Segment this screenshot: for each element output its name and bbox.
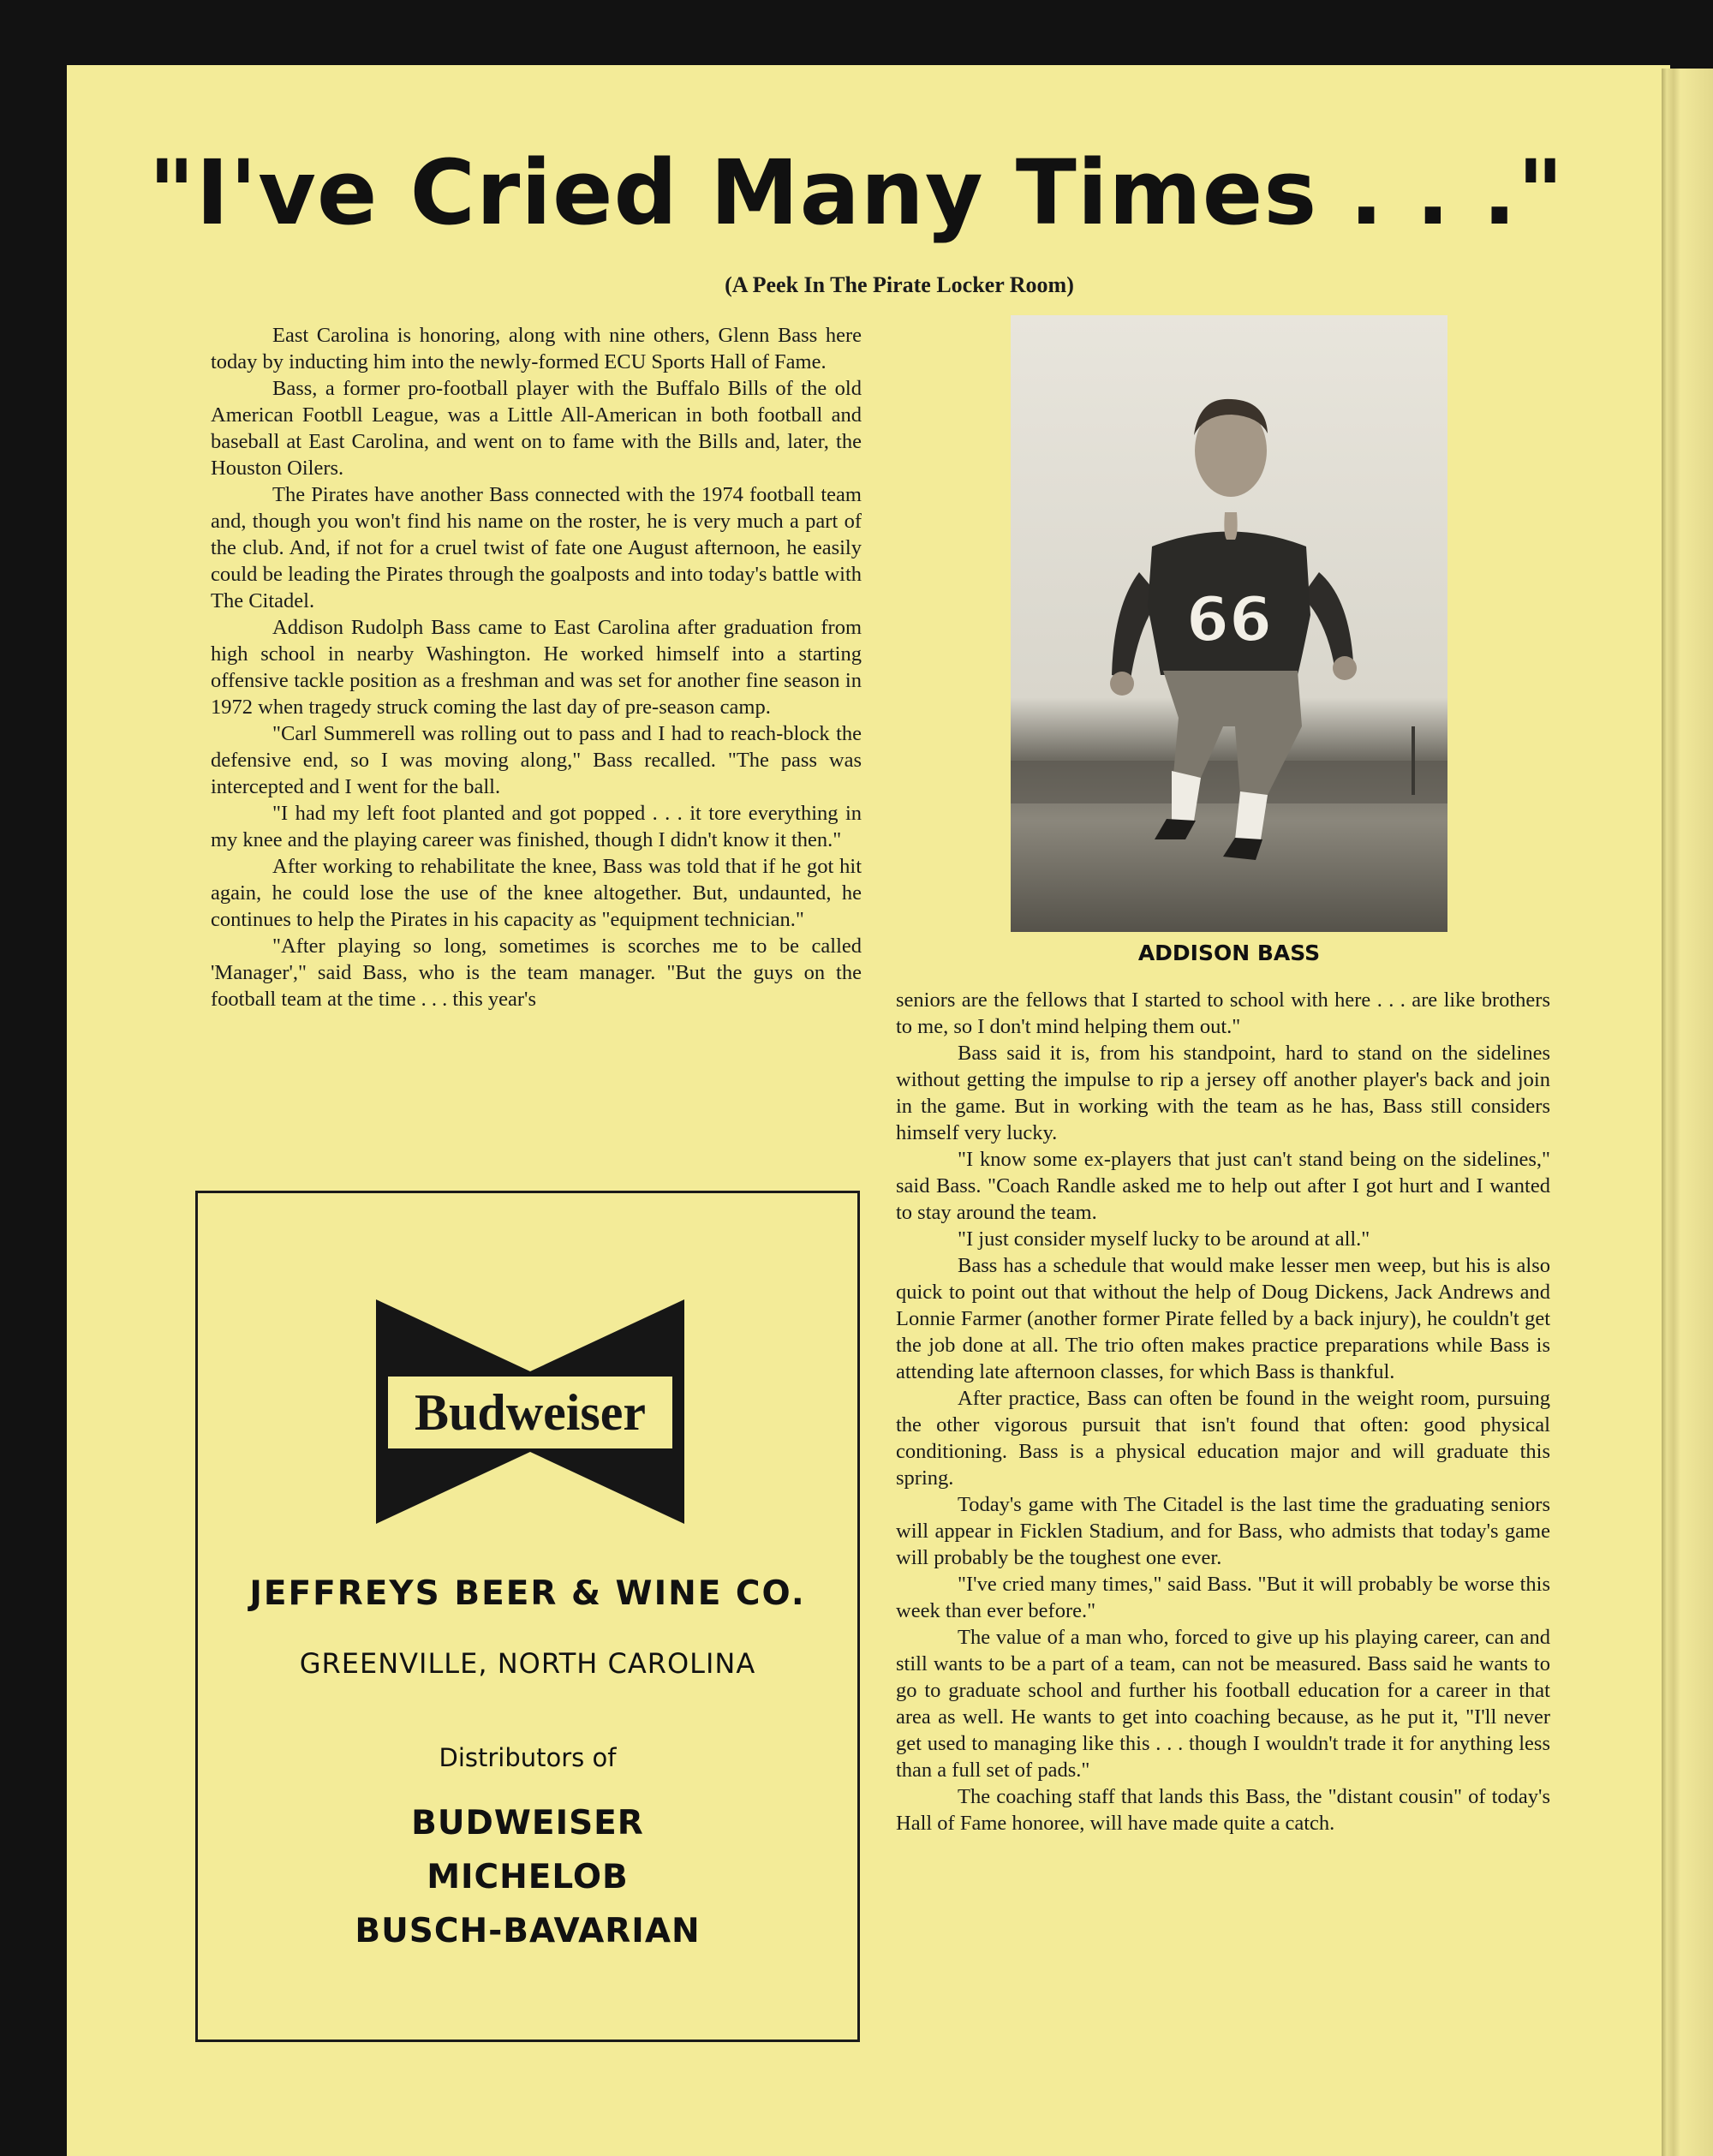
ad-brand: BUSCH-BAVARIAN — [355, 1912, 701, 1950]
photo-caption: ADDISON BASS — [1137, 941, 1321, 965]
advertisement — [195, 1191, 860, 2042]
player-photo — [1011, 315, 1447, 932]
paragraph: The Pirates have another Bass connected with the 1974 football team and, though you won't find his name on the roster, he is very much a part of the club. And, if not for a cruel twist of fate one August afternoon, he easily could be leading the Pirates through the goalposts and into today's battle with The Citadel. — [211, 483, 862, 612]
paragraph: Today's game with The Citadel is the last time the graduating seniors will appear in Ficklen Stadium, and for Bass, who admists that today's game will probably be the toughest one ever. — [896, 1493, 1550, 1569]
paragraph: The value of a man who, forced to give up his playing career, can and still wants to be a part of a team, can not be measured. Bass said he wants to go to graduate school and further his football education for a career in that area as well. He wants to get into coaching because, as he put it, "I'll never get used to managing like this . . . though I wouldn't trade it for anything less than a full set of pads." — [896, 1626, 1550, 1782]
paragraph: Bass said it is, from his standpoint, hard to stand on the sidelines without getting the impulse to rip a jersey off another player's back and join in the game. But in working with the team as he has, Bass still considers himself very lucky. — [896, 1042, 1550, 1144]
ad-distributors-label: Distributors of — [439, 1743, 617, 1772]
paragraph: "Carl Summerell was rolling out to pass and I had to reach-block the defensive end, so I was moving along," Bass recalled. "The pass was intercepted and I went for the ball. — [211, 722, 862, 798]
football-player-illustration — [1011, 315, 1447, 932]
paragraph: Bass has a schedule that would make lesser men weep, but his is also quick to point out that without the help of Doug Dickens, Jack Andrews and Lonnie Farmer (another former Pirate felled by a back injury), he couldn't get the job done at all. The trio often makes practice preparations while Bass is attending late afternoon classes, for which Bass is thankful. — [896, 1254, 1550, 1383]
ad-location: GREENVILLE, NORTH CAROLINA — [299, 1647, 756, 1680]
paragraph: East Carolina is honoring, along with nine others, Glenn Bass here today by inducting him into the newly-formed ECU Sports Hall of Fame. — [211, 324, 862, 373]
paragraph: "I had my left foot planted and got popped . . . it tore everything in my knee and the playing career was finished, though I didn't know it then." — [211, 802, 862, 851]
budweiser-logo-text: Budweiser — [415, 1384, 646, 1441]
paragraph: The coaching staff that lands this Bass, the "distant cousin" of today's Hall of Fame honoree, will have made quite a catch. — [896, 1785, 1550, 1835]
paragraph: After practice, Bass can often be found in the weight room, pursuing the other vigorous pursuit that isn't found that often: good physical conditioning. Bass is a physical education major and will graduate this spring. — [896, 1387, 1550, 1490]
paragraph: "I just consider myself lucky to be around at all." — [958, 1227, 1370, 1251]
facing-page-edge — [1662, 69, 1713, 2156]
paragraph: "After playing so long, sometimes is scorches me to be called 'Manager'," said Bass, who is the team manager. "But the guys on the football team at the time . . . this year's — [211, 935, 862, 1011]
paragraph: seniors are the fellows that I started to school with here . . . are like brothers to me, so I don't mind helping them out." — [896, 988, 1550, 1038]
ad-brand: MICHELOB — [427, 1858, 629, 1896]
budweiser-bowtie-logo — [376, 1299, 684, 1524]
article-column-left — [211, 322, 862, 1153]
ad-brand: BUDWEISER — [411, 1804, 644, 1842]
article-headline: "I've Cried Many Times . . ." — [148, 140, 1565, 245]
paragraph: "I've cried many times," said Bass. "But it will probably be worse this week than ever before." — [896, 1573, 1550, 1622]
ad-company-name: JEFFREYS BEER & WINE CO. — [249, 1574, 806, 1613]
paragraph: "I know some ex-players that just can't stand being on the sidelines," said Bass. "Coach Randle asked me to help out after I got hurt and I wanted to stay around the team. — [896, 1148, 1550, 1224]
article-column-right — [896, 987, 1550, 2008]
article-subheadline: (A Peek In The Pirate Locker Room) — [725, 272, 1074, 297]
paragraph: Addison Rudolph Bass came to East Carolina after graduation from high school in nearby Washington. He worked himself into a starting offensive tackle position as a freshman and was set for another fine season in 1972 when tragedy struck coming the last day of pre-season camp. — [211, 616, 862, 719]
paragraph: Bass, a former pro-football player with the Buffalo Bills of the old American Footbll League, was a Little All-American in both football and baseball at East Carolina, and went on to fame with the Bills and, later, the Houston Oilers. — [211, 377, 862, 480]
paragraph: After working to rehabilitate the knee, Bass was told that if he got hit again, he could lose the use of the knee altogether. But, undaunted, he continues to help the Pirates in his capacity as "equipment technician." — [211, 855, 862, 931]
jersey-number: 66 — [1185, 583, 1273, 655]
